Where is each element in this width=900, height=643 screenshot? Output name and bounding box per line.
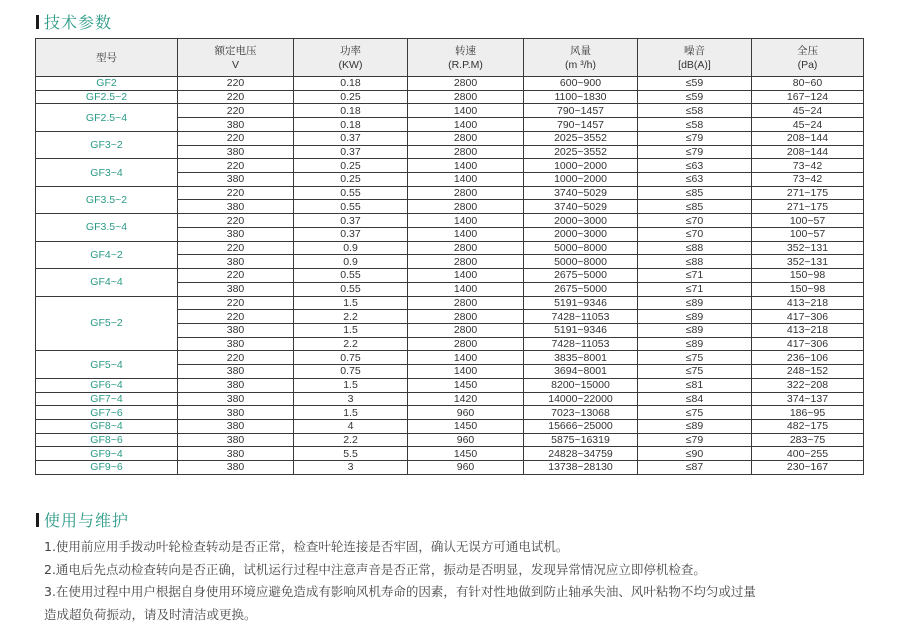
table-cell: 1400	[408, 365, 524, 379]
table-cell: ≤88	[638, 255, 752, 269]
table-cell: 413~218	[752, 296, 864, 310]
table-cell: ≤84	[638, 392, 752, 406]
table-cell: ≤59	[638, 90, 752, 104]
table-row	[36, 378, 864, 392]
column-header	[408, 39, 524, 77]
table-cell: 0.18	[294, 118, 408, 132]
table-row	[36, 461, 864, 475]
model-cell: GF3.5~4	[36, 214, 178, 241]
table-cell: 220	[178, 296, 294, 310]
table-cell: 380	[178, 378, 294, 392]
table-row	[36, 392, 864, 406]
table-cell: 1400	[408, 351, 524, 365]
table-cell: 400~255	[752, 447, 864, 461]
table-cell: ≤75	[638, 365, 752, 379]
table-cell: 14000~22000	[524, 392, 638, 406]
table-cell: 271~175	[752, 186, 864, 200]
table-row	[36, 351, 864, 365]
table-cell: 73~42	[752, 173, 864, 187]
table-cell: ≤58	[638, 118, 752, 132]
table-cell: 220	[178, 159, 294, 173]
column-header-label: 转速	[455, 44, 476, 57]
table-row	[36, 241, 864, 255]
table-cell: 220	[178, 131, 294, 145]
table-cell: 380	[178, 118, 294, 132]
table-cell: ≤75	[638, 351, 752, 365]
table-cell: 1.5	[294, 406, 408, 420]
table-cell: 1450	[408, 419, 524, 433]
table-cell: 0.18	[294, 77, 408, 91]
table-cell: 352~131	[752, 255, 864, 269]
table-cell: 0.25	[294, 173, 408, 187]
table-cell: 2800	[408, 255, 524, 269]
column-header-label: 噪音	[684, 44, 705, 57]
table-cell: 100~57	[752, 214, 864, 228]
table-cell: 2800	[408, 310, 524, 324]
table-cell: ≤59	[638, 77, 752, 91]
table-cell: ≤63	[638, 159, 752, 173]
table-row	[36, 131, 864, 145]
table-cell: 220	[178, 186, 294, 200]
column-header-unit: (R.P.M)	[448, 58, 483, 71]
table-cell: 2.2	[294, 433, 408, 447]
table-cell: 0.25	[294, 159, 408, 173]
table-cell: 482~175	[752, 419, 864, 433]
table-cell: 960	[408, 406, 524, 420]
table-cell: 1100~1830	[524, 90, 638, 104]
table-cell: 1400	[408, 269, 524, 283]
table-cell: 1.5	[294, 378, 408, 392]
table-cell: 8200~15000	[524, 378, 638, 392]
column-header-unit: [dB(A)]	[678, 58, 711, 71]
table-cell: 380	[178, 255, 294, 269]
table-cell: 380	[178, 200, 294, 214]
table-cell: 7023~13068	[524, 406, 638, 420]
table-body	[36, 77, 864, 475]
table-cell: ≤58	[638, 104, 752, 118]
table-cell: 380	[178, 365, 294, 379]
table-cell: 380	[178, 145, 294, 159]
table-cell: 1450	[408, 378, 524, 392]
table-cell: 5000~8000	[524, 255, 638, 269]
title-bar-marker	[36, 513, 39, 527]
table-cell: 220	[178, 310, 294, 324]
table-cell: 220	[178, 90, 294, 104]
table-cell: 0.18	[294, 104, 408, 118]
table-row	[36, 214, 864, 228]
table-cell: 0.37	[294, 214, 408, 228]
table-cell: 220	[178, 104, 294, 118]
table-cell: ≤88	[638, 241, 752, 255]
table-cell: 45~24	[752, 104, 864, 118]
spec-title-text: 技术参数	[44, 13, 113, 32]
table-cell: ≤75	[638, 406, 752, 420]
table-cell: 380	[178, 406, 294, 420]
table-cell: ≤79	[638, 131, 752, 145]
column-header	[178, 39, 294, 77]
table-cell: ≤63	[638, 173, 752, 187]
table-cell: 0.37	[294, 145, 408, 159]
table-cell: 248~152	[752, 365, 864, 379]
column-header	[752, 39, 864, 77]
table-cell: 3835~8001	[524, 351, 638, 365]
table-header-row	[36, 39, 864, 77]
table-cell: 15666~25000	[524, 419, 638, 433]
table-cell: 3	[294, 461, 408, 475]
column-header-unit: (KW)	[338, 58, 363, 71]
column-header	[294, 39, 408, 77]
model-cell: GF2.5~4	[36, 104, 178, 131]
table-cell: ≤90	[638, 447, 752, 461]
table-cell: 960	[408, 433, 524, 447]
column-header-label: 全压	[797, 44, 818, 57]
model-cell: GF9~6	[36, 461, 178, 475]
table-cell: ≤89	[638, 323, 752, 337]
table-cell: 1400	[408, 118, 524, 132]
usage-title-text: 使用与维护	[44, 511, 130, 530]
table-cell: 417~306	[752, 310, 864, 324]
table-cell: 1400	[408, 227, 524, 241]
model-cell: GF6~4	[36, 378, 178, 392]
table-cell: 0.75	[294, 351, 408, 365]
usage-item: 造成超负荷振动，请及时清洁或更换。	[44, 606, 257, 622]
column-header-label: 额定电压	[214, 44, 257, 57]
column-header	[36, 39, 178, 77]
table-cell: 1400	[408, 214, 524, 228]
table-cell: ≤89	[638, 310, 752, 324]
table-cell: 380	[178, 392, 294, 406]
table-cell: 220	[178, 241, 294, 255]
model-cell: GF3~2	[36, 131, 178, 158]
table-cell: 380	[178, 337, 294, 351]
table-cell: 2000~3000	[524, 214, 638, 228]
table-cell: 2800	[408, 186, 524, 200]
table-cell: 7428~11053	[524, 337, 638, 351]
table-cell: 73~42	[752, 159, 864, 173]
table-cell: 600~900	[524, 77, 638, 91]
table-cell: ≤70	[638, 227, 752, 241]
table-cell: 380	[178, 447, 294, 461]
table-cell: 208~144	[752, 131, 864, 145]
table-cell: 380	[178, 323, 294, 337]
table-cell: ≤70	[638, 214, 752, 228]
table-cell: 1.5	[294, 296, 408, 310]
table-cell: 3740~5029	[524, 186, 638, 200]
table-cell: 1420	[408, 392, 524, 406]
table-cell: 380	[178, 419, 294, 433]
model-cell: GF5~4	[36, 351, 178, 378]
column-header-label: 功率	[340, 44, 361, 57]
table-cell: ≤87	[638, 461, 752, 475]
usage-item: 3.在使用过程中用户根据自身使用环境应避免造成有影响风机寿命的因素，有针对性地做到防止轴承失油、风叶粘物不均匀或过量	[44, 584, 756, 599]
table-cell: 322~208	[752, 378, 864, 392]
table-cell: 45~24	[752, 118, 864, 132]
table-row	[36, 406, 864, 420]
table-cell: 0.55	[294, 186, 408, 200]
table-cell: 0.55	[294, 269, 408, 283]
model-cell: GF7~4	[36, 392, 178, 406]
model-cell: GF4~2	[36, 241, 178, 268]
column-header-unit: (m ³/h)	[565, 58, 596, 71]
table-row	[36, 77, 864, 91]
model-cell: GF7~6	[36, 406, 178, 420]
column-header-label: 风量	[570, 44, 591, 57]
table-cell: ≤81	[638, 378, 752, 392]
table-cell: 220	[178, 269, 294, 283]
table-cell: 230~167	[752, 461, 864, 475]
table-cell: 208~144	[752, 145, 864, 159]
table-cell: 236~106	[752, 351, 864, 365]
table-cell: 1000~2000	[524, 173, 638, 187]
table-cell: 2800	[408, 337, 524, 351]
table-cell: 2025~3552	[524, 145, 638, 159]
table-cell: 271~175	[752, 200, 864, 214]
table-cell: ≤71	[638, 282, 752, 296]
usage-item: 2.通电后先点动检查转向是否正确，试机运行过程中注意声音是否正常，振动是否明显，发现异常情况应立即停机检查。	[44, 561, 706, 577]
table-cell: 167~124	[752, 90, 864, 104]
table-cell: 0.9	[294, 255, 408, 269]
table-cell: 2800	[408, 296, 524, 310]
table-row	[36, 447, 864, 461]
table-cell: 7428~11053	[524, 310, 638, 324]
model-cell: GF9~4	[36, 447, 178, 461]
table-row	[36, 419, 864, 433]
table-cell: 2800	[408, 145, 524, 159]
table-cell: 0.37	[294, 227, 408, 241]
table-cell: 2800	[408, 241, 524, 255]
table-cell: 2000~3000	[524, 227, 638, 241]
table-cell: 80~60	[752, 77, 864, 91]
table-cell: ≤89	[638, 419, 752, 433]
table-cell: 790~1457	[524, 118, 638, 132]
table-cell: 417~306	[752, 337, 864, 351]
column-header-unit: V	[231, 58, 239, 71]
spec-section-title	[36, 10, 112, 33]
table-cell: 3	[294, 392, 408, 406]
column-header-unit: (Pa)	[797, 58, 818, 71]
table-cell: 5000~8000	[524, 241, 638, 255]
table-cell: 0.37	[294, 131, 408, 145]
table-cell: ≤89	[638, 337, 752, 351]
table-cell: ≤85	[638, 200, 752, 214]
table-cell: 0.55	[294, 200, 408, 214]
table-cell: 1450	[408, 447, 524, 461]
table-cell: 0.75	[294, 365, 408, 379]
spec-table	[35, 38, 864, 475]
table-cell: 220	[178, 351, 294, 365]
table-cell: 1400	[408, 173, 524, 187]
usage-list	[44, 536, 844, 626]
table-cell: 150~98	[752, 282, 864, 296]
table-cell: 2800	[408, 131, 524, 145]
table-cell: 380	[178, 433, 294, 447]
table-cell: 100~57	[752, 227, 864, 241]
table-cell: ≤89	[638, 296, 752, 310]
table-row	[36, 269, 864, 283]
model-cell: GF3~4	[36, 159, 178, 186]
table-cell: 380	[178, 227, 294, 241]
usage-section-title	[36, 508, 129, 531]
table-row	[36, 159, 864, 173]
usage-item: 1.使用前应用手拨动叶轮检查转动是否正常，检查叶轮连接是否牢固，确认无误方可通电试机。	[44, 539, 569, 554]
table-cell: 0.55	[294, 282, 408, 296]
table-cell: 380	[178, 282, 294, 296]
model-cell: GF8~4	[36, 419, 178, 433]
table-cell: 1400	[408, 104, 524, 118]
table-cell: 3694~8001	[524, 365, 638, 379]
table-cell: 790~1457	[524, 104, 638, 118]
table-row	[36, 433, 864, 447]
model-cell: GF3.5~2	[36, 186, 178, 213]
table-cell: 374~137	[752, 392, 864, 406]
table-cell: ≤85	[638, 186, 752, 200]
title-bar-marker	[36, 15, 39, 29]
table-cell: 1400	[408, 282, 524, 296]
table-cell: 24828~34759	[524, 447, 638, 461]
table-cell: 2800	[408, 200, 524, 214]
table-cell: 352~131	[752, 241, 864, 255]
table-cell: 2800	[408, 90, 524, 104]
table-cell: 2800	[408, 77, 524, 91]
model-cell: GF2	[36, 77, 178, 91]
table-row	[36, 186, 864, 200]
table-cell: 2800	[408, 323, 524, 337]
table-cell: ≤79	[638, 145, 752, 159]
model-cell: GF5~2	[36, 296, 178, 351]
table-cell: 186~95	[752, 406, 864, 420]
table-row	[36, 104, 864, 118]
table-cell: 13738~28130	[524, 461, 638, 475]
table-cell: 2.2	[294, 337, 408, 351]
table-cell: 960	[408, 461, 524, 475]
table-cell: 150~98	[752, 269, 864, 283]
table-row	[36, 90, 864, 104]
table-cell: 1.5	[294, 323, 408, 337]
model-cell: GF2.5~2	[36, 90, 178, 104]
table-cell: 5191~9346	[524, 323, 638, 337]
table-cell: 0.25	[294, 90, 408, 104]
table-cell: 380	[178, 461, 294, 475]
table-cell: 1400	[408, 159, 524, 173]
table-cell: 380	[178, 173, 294, 187]
table-row	[36, 296, 864, 310]
table-cell: 2025~3552	[524, 131, 638, 145]
table-cell: 5.5	[294, 447, 408, 461]
model-cell: GF4~4	[36, 269, 178, 296]
table-cell: 1000~2000	[524, 159, 638, 173]
table-cell: ≤79	[638, 433, 752, 447]
table-cell: 4	[294, 419, 408, 433]
table-cell: 413~218	[752, 323, 864, 337]
table-cell: ≤71	[638, 269, 752, 283]
table-cell: 2.2	[294, 310, 408, 324]
table-cell: 2675~5000	[524, 282, 638, 296]
table-cell: 5191~9346	[524, 296, 638, 310]
table-cell: 2675~5000	[524, 269, 638, 283]
table-cell: 5875~16319	[524, 433, 638, 447]
table-cell: 283~75	[752, 433, 864, 447]
table-cell: 0.9	[294, 241, 408, 255]
column-header	[638, 39, 752, 77]
table-cell: 220	[178, 77, 294, 91]
table-cell: 3740~5029	[524, 200, 638, 214]
column-header	[524, 39, 638, 77]
table-cell: 220	[178, 214, 294, 228]
column-header-label: 型号	[96, 51, 117, 64]
model-cell: GF8~6	[36, 433, 178, 447]
